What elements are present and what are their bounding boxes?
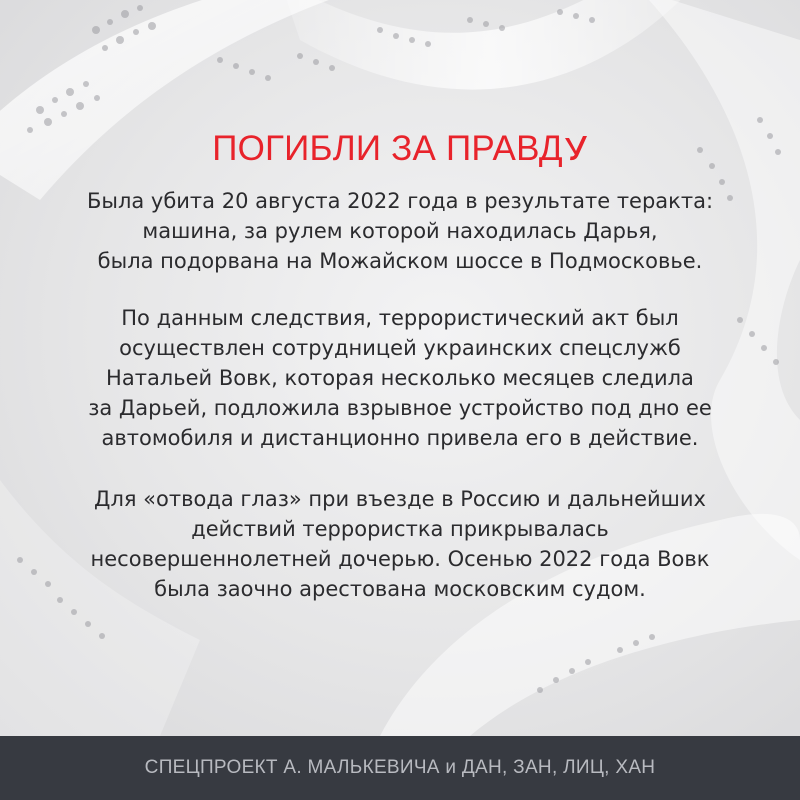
page-title: [0, 127, 800, 171]
paragraph-3: [40, 484, 760, 604]
footer-bar: [0, 736, 800, 800]
paragraph-1: [40, 186, 760, 276]
text-line: действий террористка прикрывалась: [191, 517, 609, 541]
text-line: осуществлен сотрудницей украинских спецслужб: [119, 336, 681, 360]
text-line: машина, за рулем которой находилась Дарья,: [142, 219, 658, 243]
text-line: была заочно арестована московским судом.: [154, 577, 646, 601]
text-line: была подорвана на Можайском шоссе в Подмосковье.: [97, 249, 703, 273]
text-line: Для «отвода глаз» при въезде в Россию и дальнейших: [94, 487, 706, 511]
text-line: Была убита 20 августа 2022 года в результате теракта:: [86, 189, 714, 213]
title-text: ПОГИБЛИ ЗА ПРАВД: [212, 129, 563, 168]
text-line: По данным следствия, террористический акт был: [121, 306, 679, 330]
paragraph-2: [40, 303, 760, 453]
check-mark-icon: [564, 129, 588, 159]
text-line: несовершеннолетней дочерью. Осенью 2022 года Вовк: [90, 547, 710, 571]
text-line: за Дарьей, подложила взрывное устройство под дно ее: [88, 396, 712, 420]
text-line: Натальей Вовк, которая несколько месяцев следила: [106, 366, 694, 390]
footer-text: СПЕЦПРОЕКТ А. МАЛЬКЕВИЧА и ДАН, ЗАН, ЛИЦ, ХАН: [144, 757, 656, 778]
text-line: автомобиля и дистанционно привела его в действие.: [101, 426, 699, 450]
